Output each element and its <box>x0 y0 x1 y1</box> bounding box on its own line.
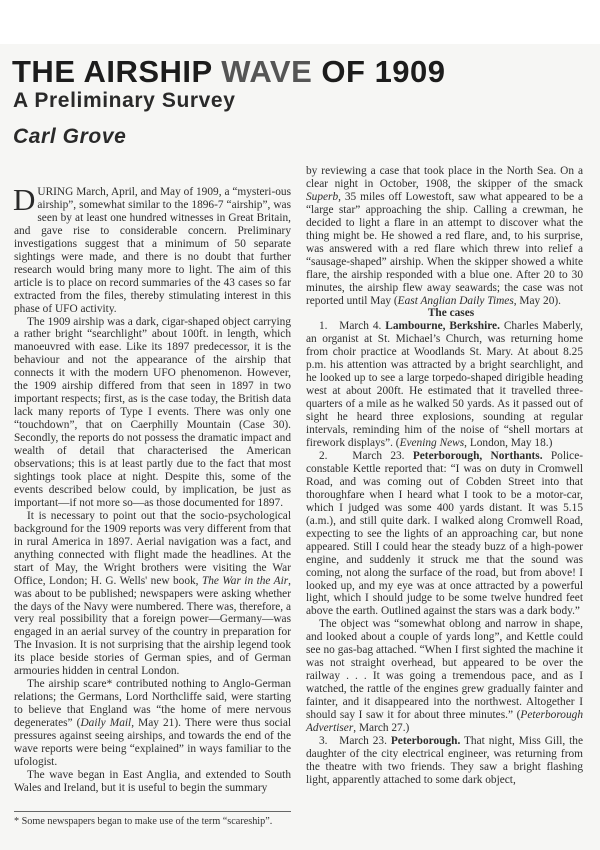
case-2 <box>306 450 583 618</box>
article-subtitle: A Preliminary Survey <box>13 89 236 112</box>
paragraph-wave-start: The wave began in East Anglia, and extended to South Wales and Ireland, but it is useful to begin the summary <box>14 768 291 794</box>
left-column <box>13 182 292 795</box>
text-run: The airship scare* contributed nothing to Anglo-German relations; the Germans, Lord Northcliffe said, were starting to believe that England was “the home of mere nervous degenerates” ( <box>14 678 291 730</box>
text-run: Police-constable Kettle reported that: “I was on duty in Cromwell Road, and was coming out of Cobden Street into that thoroughfare when I heard what I took to be a motor-car, which I judged was some 400 yards distant. It was 5.15 (a.m.), and still quite dark. I walked along Cromwell Road, expecting to see the lights of an approaching car, but none appeared. Still I could hear the steady buzz of a high-power engine, and suddenly it struck me that the sound was coming, not along the surface of the road, but from above! I looked up, and my eye was at once attracted by a powerful light, which I should judge to be some twelve hundred feet above the earth. Outlined against the stars was a dark body.” <box>306 449 584 618</box>
title-part-1: THE AIRSHIP <box>12 54 213 89</box>
case-1 <box>306 320 583 450</box>
right-column <box>306 165 583 787</box>
newspaper-name: Peterborough Advertiser <box>306 709 583 734</box>
intro-text: URING March, April, and May of 1909, a “mysteri-ous airship”, somewhat similar to the 1896-7 “airship”, was seen by at least one hundred witnesses in Great Britain, and gave rise to considerable concern. Preliminary investigations suggest that a minimum of 50 separate sightings were made, and there is no doubt that further research would bring many more to light. The aim of this article is to place on record summaries of the 43 cases so far extracted from the files, thereby stimulating interest in this phase of UFO activity. <box>14 186 291 315</box>
text-run: , May 20). <box>513 294 562 307</box>
title-part-3: OF 1909 <box>321 54 446 89</box>
case-place: Peterborough. <box>390 734 461 747</box>
case-2-continued <box>306 618 583 735</box>
case-number: 1. March 4. <box>319 320 386 333</box>
drop-cap: D <box>13 182 36 217</box>
case-place: Peterborough, Northants. <box>412 449 543 462</box>
text-run: , March 27.) <box>353 721 410 734</box>
paragraph-background <box>14 510 291 678</box>
newspaper-name: Daily Mail <box>80 717 132 730</box>
text-run: The object was “somewhat oblong and narrow in shape, and looked about a couple of yards long”, and Kettle could see no gas-bag attached. “When I first sighted the machine it was not straight overhead, but appeared to be over the railway . . . It was going a tremendous pace, and as I watched, the rattle of the engines grew gradually fainter and fainter, and it disappeared into the northwest. Altogether I should say I saw it for about three minutes.” ( <box>306 618 583 722</box>
ship-name: Superb <box>306 190 339 203</box>
case-number: 3. March 23. <box>319 734 391 747</box>
paragraph-north-sea <box>306 165 583 307</box>
text-run: , London, May 18.) <box>464 437 553 450</box>
intro-paragraph <box>13 182 291 316</box>
paragraph-scare <box>14 678 291 769</box>
article-author: Carl Grove <box>13 125 127 148</box>
footnote: * Some newspapers began to make use of the term “scareship”. <box>14 816 273 827</box>
article-title <box>12 54 446 90</box>
case-number: 2. March 23. <box>319 449 413 462</box>
title-part-2: WAVE <box>221 54 313 89</box>
magazine-page <box>0 44 600 850</box>
text-run: Charles Maberly, an organist at St. Michael’s Church, was returning home from choir practice at Woodlands St. Mary. At about 8.25 p.m. his attention was attracted by a bright searchlight, and he looked up to see a large torpedo-shaped dirigible heading west at about 200ft. He estimated that it travelled three-quarters of a mile as he walked 50 yards. As it passed out of sight he heard three explosions, sounding at regular intervals, reminding him of the noise of “shell mortars at firework displays”. ( <box>306 320 583 450</box>
text-run: That night, Miss Gill, the daughter of the city electrical engineer, was returning from the theatre with two friends. They saw a bright flashing light, apparently attached to some dark object, <box>306 734 583 786</box>
newspaper-name: Evening News <box>399 437 465 450</box>
text-run: , May 21). There were thus social pressures against seeing airships, and towards the end of the wave reports were being “explained” in ways familiar to the ufologist. <box>14 717 292 768</box>
footnote-divider <box>14 811 291 812</box>
text-run: It is necessary to point out that the socio-psychological background for the 1909 reports was very different from that in rural America in 1897. Aerial navigation was a fact, and anything connected with flight made the headlines. At the start of May, the Wright brothers were visiting the War Office, London; H. G. Wells' new book, <box>14 509 291 587</box>
case-3 <box>306 735 583 787</box>
book-title: The War in the Air <box>201 574 289 587</box>
text-run: , was about to be published; newspapers were asking whether the days of the Navy were numbered. There was, therefore, a very real possibility that a foreign power—Germany—was engaged in an aerial survey of the country in preparation for The Invasion. It is not surprising that the airship legend took its place beside stories of German spies, and of German armouries hidden in central London. <box>14 574 291 678</box>
paragraph-description: The 1909 airship was a dark, cigar-shaped object carrying a rather bright “searchlight” about 100ft. in length, which manoeuvred with ease. Like its 1897 predecessor, it is the behaviour and not the appearance of the airship that connects it with the modern UFO phenomenon. However, the 1909 airship differed from that seen in 1897 in two important respects; first, as is the case today, the British data lack many reports of Type I events. There was only one “touchdown”, that on Caerphilly Mountain (Case 30). Secondly, the reports do not possess the dramatic impact and wealth of detail that characterised the American observations; this is at least partly due to the fact that most sightings took place at night. Despite this, some of the events described below could, by implication, be just as important—if not more so—as those documented for 1897. <box>14 315 291 509</box>
case-place: Lambourne, Berkshire. <box>385 320 500 333</box>
text-run: by reviewing a case that took place in the North Sea. On a clear night in October, 1908, the skipper of the smack <box>306 165 583 190</box>
section-heading-cases: The cases <box>427 307 475 320</box>
text-run: , 35 miles off Lowestoft, saw what appeared to be a “large star” approaching the ship. Calling a crewman, he decided to light a flare in an attempt to discover what the thing might be. He showed a red flare, and, to his surprise, was answered with a red flare which threw into relief a “sausage-shaped” airship. When the skipper showed a white flare, the airship responded with a blue one. After 20 to 30 minutes, the airship flew away seawards; the case was not reported until May ( <box>306 190 583 307</box>
newspaper-name: East Anglian Daily Times <box>397 294 514 307</box>
